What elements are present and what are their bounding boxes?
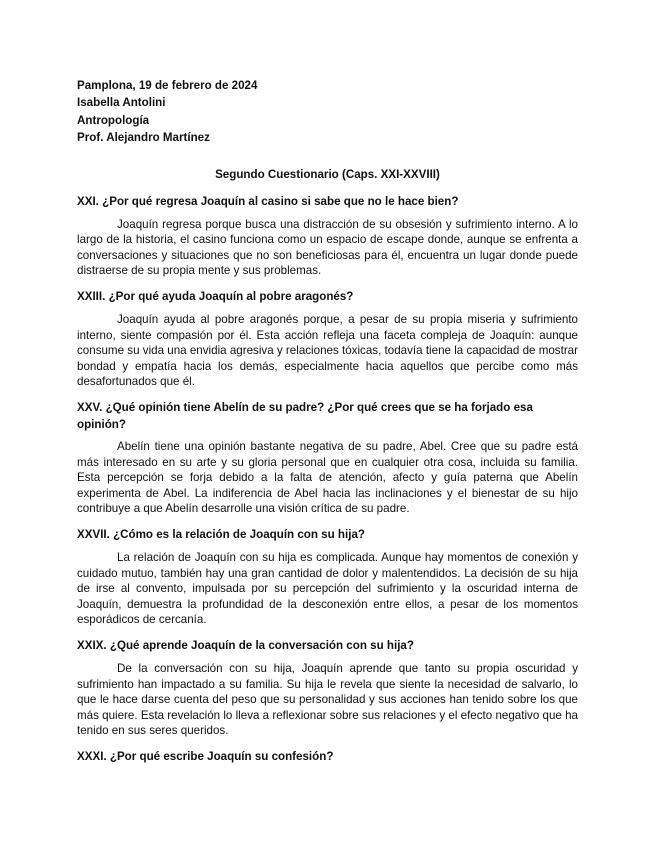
professor-name: Prof. Alejandro Martínez <box>77 131 210 145</box>
question-xxix: XXIX. ¿Qué aprende Joaquín de la conversación con su hija? <box>77 638 414 652</box>
answer-xxv: Abelín tiene una opinión bastante negativa de su padre, Abel. Cree que su padre está más interesado en su arte y su gloria personal que en cualquier otra cosa, incluida su familia. Esta percepción se forja debido a la falta de atención, afecto y guía paterna que Abelín experimenta de Abel. La indiferencia de Abel hacia las inclinaciones y el bienestar de su hijo contribuye a que Abelín desarrolle una visión crítica de su padre. <box>77 439 578 516</box>
page-title: Segundo Cuestionario (Caps. XXI-XXVIII) <box>215 167 440 181</box>
question-xxiii: XXIII. ¿Por qué ayuda Joaquín al pobre aragonés? <box>77 290 354 303</box>
place-date: Pamplona, 19 de febrero de 2024 <box>77 79 258 92</box>
question-xxi: XXI. ¿Por qué regresa Joaquín al casino si sabe que no le hace bien? <box>77 194 459 208</box>
answer-xxvii: La relación de Joaquín con su hija es complicada. Aunque hay momentos de conexión y cuidado mutuo, también hay una gran cantidad de dolor y malentendidos. La decisión de su hija de irse al convento, impulsada por su percepción del sufrimiento y la oscuridad interna de Joaquín, demuestra la profundidad de la desconexión entre ellos, a pesar de los momentos esporádicos de cercanía. <box>77 550 578 627</box>
question-xxvii: XXVII. ¿Cómo es la relación de Joaquín con su hija? <box>77 527 365 541</box>
answer-xxi: Joaquín regresa porque busca una distracción de su obsesión y sufrimiento interno. A lo largo de la historia, el casino funciona como un espacio de escape donde, aunque se enfrenta a conversaciones y situaciones que no son beneficiosas para él, encuentra un lugar donde puede distraerse de su propia mente y sus problemas. <box>77 217 578 278</box>
document-page <box>77 77 578 772</box>
course-name: Antropología <box>77 113 150 127</box>
question-xxxi: XXXI. ¿Por qué escribe Joaquín su confesión? <box>77 749 334 763</box>
answer-xxiii: Joaquín ayuda al pobre aragonés porque, a pesar de su propia miseria y sufrimiento interno, siente compasión por él. Esta acción refleja una faceta compleja de Joaquín: aunque consume su vida una envidia agresiva y relaciones tóxicas, todavía tiene la capacidad de mostrar bondad y empatía hacia los demás, especialmente hacia aquellos que percibe como más desafortunados que él. <box>77 313 578 389</box>
student-name: Isabella Antolini <box>77 96 166 110</box>
answer-xxix: De la conversación con su hija, Joaquín aprende que tanto su propia oscuridad y sufrimiento han impactado a su familia. Su hija le revela que siente la necesidad de salvarlo, lo que le hace darse cuenta del peso que su personalidad y sus acciones han tenido sobre los que más quiere. Esta revelación lo lleva a reflexionar sobre sus relaciones y el efecto negativo que ha tenido en sus seres queridos. <box>77 661 578 738</box>
question-xxv: XXV. ¿Qué opinión tiene Abelín de su padre? ¿Por qué crees que se ha forjado esa opinión? <box>77 400 533 431</box>
